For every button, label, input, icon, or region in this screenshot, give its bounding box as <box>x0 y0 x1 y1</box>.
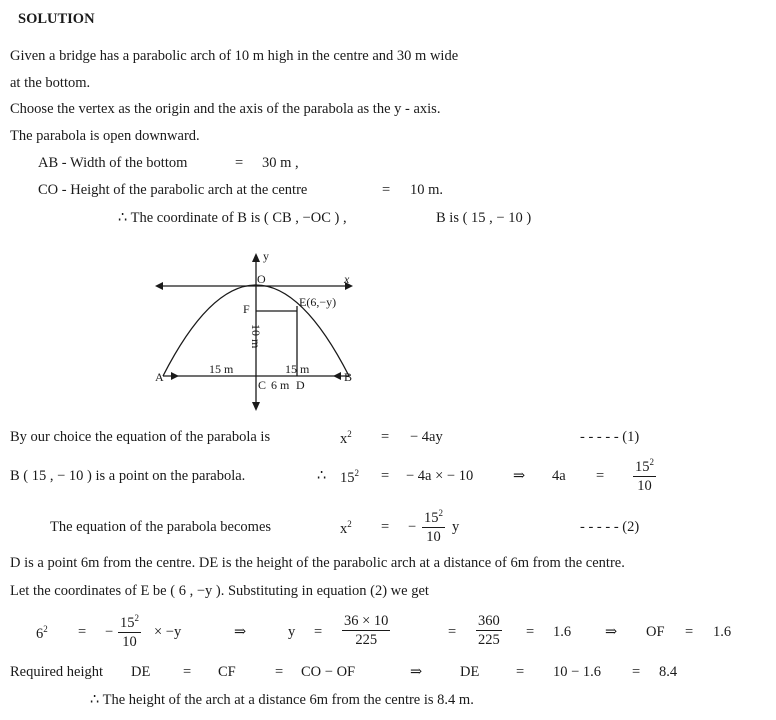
conclusion: ∴ The height of the arch at a distance 6m from the centre is 8.4 m. <box>90 692 474 708</box>
equals: = <box>275 664 284 680</box>
equals: = <box>685 624 694 640</box>
equals: = <box>381 468 390 484</box>
of-value: 1.6 <box>713 624 732 640</box>
intro-line-4: The parabola is open downward. <box>10 128 200 144</box>
calc-y: y <box>288 624 296 640</box>
equals: = <box>448 624 457 640</box>
ab-value: 30 m , <box>262 155 299 171</box>
implies-symbol: ⇒ <box>410 664 423 680</box>
equals: = <box>516 664 525 680</box>
intro-line-3: Choose the vertex as the origin and the axis of the parabola as the y - axis. <box>10 101 441 117</box>
eq1-tag: - - - - - (1) <box>580 429 640 445</box>
intro-line-1: Given a bridge has a parabolic arch of 10 m high in the centre and 30 m wide <box>10 48 459 64</box>
label-o: O <box>257 272 266 286</box>
b-fraction: $\frac{15^2}{10}$ <box>635 457 654 494</box>
heading: SOLUTION <box>18 11 95 27</box>
x-arrow-left-icon <box>155 282 163 290</box>
equals: = <box>526 624 535 640</box>
equals: = <box>314 624 323 640</box>
eq2-y: y <box>452 519 460 535</box>
co-minus-of: CO − OF <box>301 664 356 680</box>
base-arrow-right-icon <box>333 372 341 380</box>
co-value: 10 m. <box>410 182 444 198</box>
y-arrow-icon <box>252 253 260 262</box>
de-label-2: DE <box>460 664 480 680</box>
equals: = <box>382 182 391 198</box>
label-y: y <box>263 249 269 263</box>
eq1-lhs: $x^2$ <box>340 429 352 447</box>
value-1-6: 1.6 <box>553 624 572 640</box>
of-label: OF <box>646 624 665 640</box>
cf-label: CF <box>218 664 236 680</box>
de-label: DE <box>131 664 151 680</box>
calc-fraction-3: $\frac{360}{225}$ <box>478 613 500 648</box>
b-lhs: $15^2$ <box>340 468 359 486</box>
six-squared: $6^2$ <box>36 624 48 642</box>
label-15m-left: 15 m <box>209 362 234 376</box>
ab-definition: AB - Width of the bottom <box>38 155 188 171</box>
label-b: B <box>344 370 353 384</box>
y-arrow-down-icon <box>252 402 260 411</box>
equals: = <box>78 624 87 640</box>
implies-symbol: ⇒ <box>513 468 526 484</box>
equals: = <box>596 468 605 484</box>
equals: = <box>381 519 390 535</box>
let-text: Let the coordinates of E be ( 6 , −y ). Substituting in equation (2) we get <box>10 583 429 599</box>
equals: = <box>632 664 641 680</box>
label-10m: 10 m <box>249 324 263 349</box>
b-rhs: − 4a × − 10 <box>406 468 474 484</box>
four-a: 4a <box>552 468 566 484</box>
eq2-lhs: $x^2$ <box>340 519 352 537</box>
label-c: C <box>258 378 267 392</box>
minus: − <box>105 624 114 640</box>
equals: = <box>235 155 244 171</box>
label-6m: 6 m <box>271 378 290 392</box>
eq1-rhs: − 4ay <box>410 429 443 445</box>
label-f: F <box>243 302 250 316</box>
calc-fraction-1: $\frac{15^2}{10}$ <box>120 613 139 650</box>
implies-symbol: ⇒ <box>605 624 618 640</box>
label-e: E(6,−y) <box>299 295 337 309</box>
label-x: x <box>344 272 350 286</box>
equals: = <box>381 429 390 445</box>
coordinate-of-b: ∴ The coordinate of B is ( CB , −OC ) , <box>118 210 347 226</box>
equals: = <box>183 664 192 680</box>
implies-symbol: ⇒ <box>234 624 247 640</box>
eq2-tag: - - - - - (2) <box>580 519 640 535</box>
eq2-text: The equation of the parabola becomes <box>50 519 272 535</box>
label-a: A <box>155 370 164 384</box>
therefore-symbol: ∴ <box>317 468 327 484</box>
eq2-fraction: $\frac{15^2}{10}$ <box>424 508 443 545</box>
eq-b-text: B ( 15 , − 10 ) is a point on the parabola. <box>10 468 246 484</box>
d-text: D is a point 6m from the centre. DE is the height of the parabolic arch at a distance of 6m from the centre. <box>10 555 625 571</box>
times-minus-y: × −y <box>154 624 182 640</box>
intro-line-2: at the bottom. <box>10 75 91 91</box>
b-value: B is ( 15 , − 10 ) <box>436 210 532 226</box>
de-result: 8.4 <box>659 664 678 680</box>
base-arrow-left-icon <box>171 372 179 380</box>
required-height-label: Required height <box>10 664 104 680</box>
eq1-text: By our choice the equation of the parabola is <box>10 429 271 445</box>
minus: − <box>408 519 417 535</box>
label-d: D <box>296 378 305 392</box>
calc-fraction-2: $\frac{36 \times 10}{225}$ <box>344 613 389 648</box>
label-15m-right: 15 m <box>285 362 310 376</box>
co-definition: CO - Height of the parabolic arch at the centre <box>38 182 308 198</box>
de-calc: 10 − 1.6 <box>553 664 602 680</box>
